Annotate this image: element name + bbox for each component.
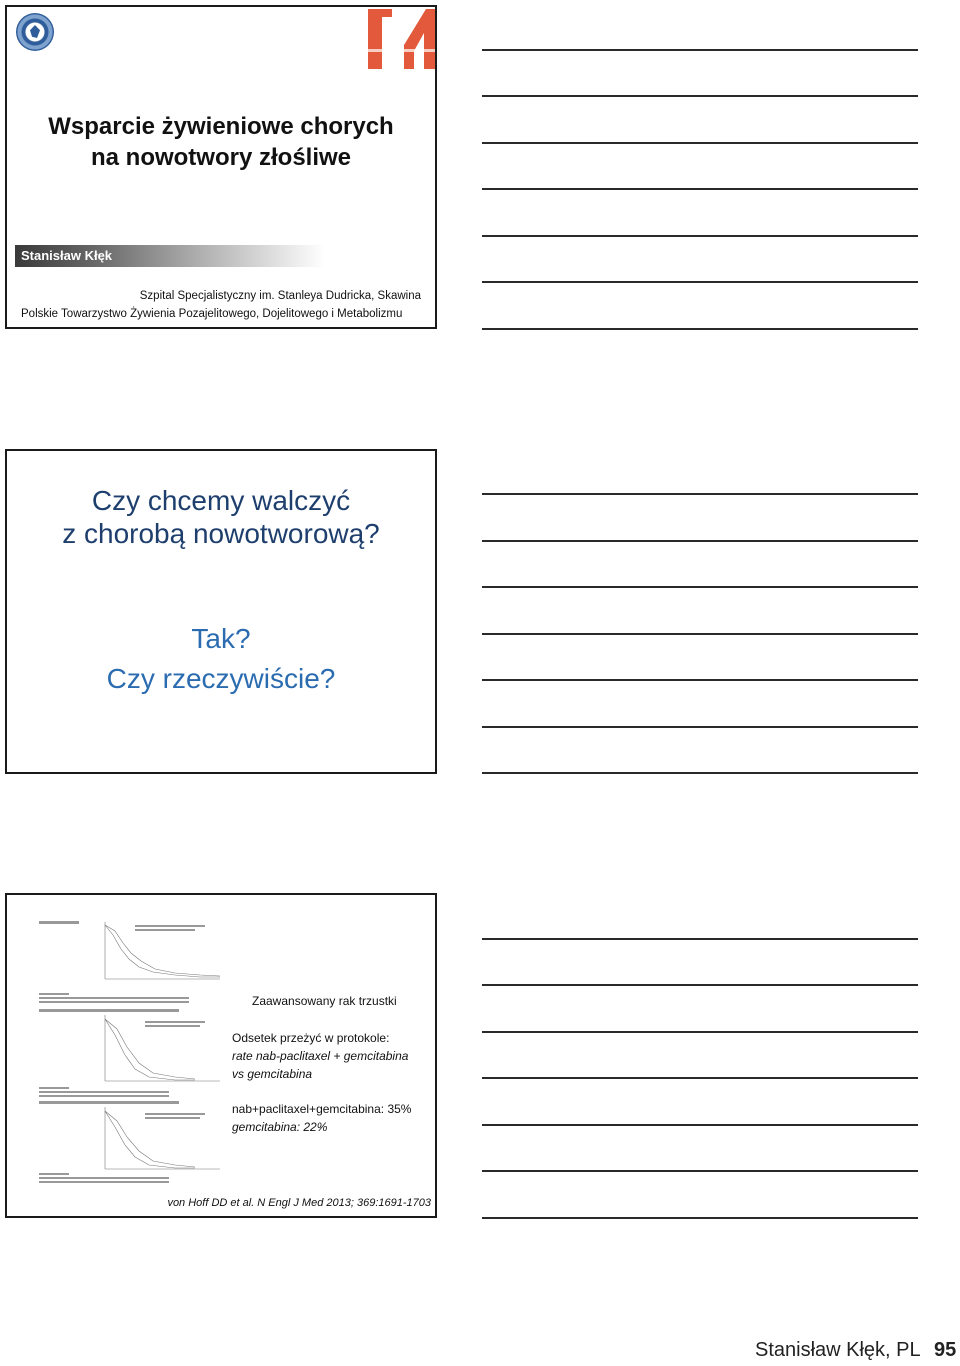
notes-line [482,938,918,940]
notes-line [482,633,918,635]
survival-curves-figure [35,917,229,1185]
notes-line [482,235,918,237]
notes-line [482,1031,918,1033]
slide-1-title [7,111,435,173]
slide-2-title-line-2: z chorobą nowotworową? [62,518,380,549]
hospital-logo-icon [364,5,437,69]
author-bar: Stanisław Kłęk [15,245,325,267]
notes-line [482,772,918,774]
notes-line [482,49,918,51]
notes-line [482,493,918,495]
notes-line [482,586,918,588]
slide-3 [5,893,437,1218]
footer-author: Stanisław Kłęk, PL [755,1339,921,1361]
slide-1 [5,5,437,329]
institution-society: Polskie Towarzystwo Żywienia Pozajelitowego, Dojelitowego i Metabolizmu [21,308,403,320]
notes-line [482,188,918,190]
notes-line [482,328,918,330]
slide-2-title-line-1: Czy chcemy walczyć [91,485,351,516]
slide-2-line-really: Czy rzeczywiście? [106,663,336,694]
notes-line [482,95,918,97]
institution-hospital: Szpital Specjalistyczny im. Stanleya Dudricka, Skawina [139,290,421,302]
notes-line [482,984,918,986]
slide-3-line-2: rate nab-paclitaxel + gemcitabina [232,1049,409,1063]
slide-3-line-4: nab+paclitaxel+gemcitabina: 35% [232,1102,412,1116]
slide-2 [5,449,437,774]
page-number: 95 [934,1339,957,1361]
slide-3-heading: Zaawansowany rak trzustki [252,994,397,1008]
society-logo-icon [16,13,54,51]
notes-line [482,726,918,728]
slide-1-title-line-2: na nowotwory złośliwe [90,144,352,171]
slide-3-line-5: gemcitabina: 22% [232,1120,328,1134]
notes-line [482,1077,918,1079]
slide-2-question [7,619,435,699]
notes-line [482,142,918,144]
slide-2-line-tak: Tak? [191,623,251,654]
notes-line [482,281,918,283]
notes-line [482,1170,918,1172]
notes-line [482,1217,918,1219]
slide-3-line-1: Odsetek przeżyć w protokole: [232,1031,390,1045]
slide-3-reference: von Hoff DD et al. N Engl J Med 2013; 369:1691-1703 [167,1197,431,1209]
notes-line [482,1124,918,1126]
slide-3-line-3: vs gemcitabina [232,1067,313,1081]
slide-1-title-line-1: Wsparcie żywieniowe chorych [48,113,394,140]
slide-2-title [7,484,435,550]
notes-line [482,679,918,681]
notes-line [482,540,918,542]
